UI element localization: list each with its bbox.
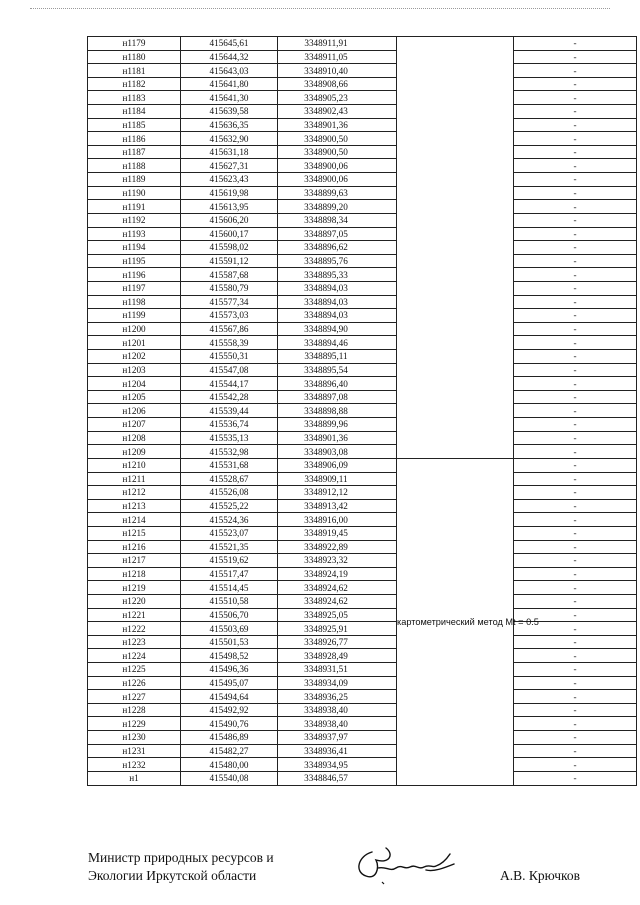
point-name-cell: н1184 [88,105,181,119]
y-coordinate-cell: 3348894,03 [278,309,397,323]
point-name-cell: н1206 [88,404,181,418]
value-cell: - [514,268,637,282]
y-coordinate-cell: 3348903,08 [278,445,397,459]
y-coordinate-cell: 3348936,41 [278,744,397,758]
table-row [88,173,637,187]
x-coordinate-cell: 415544,17 [181,377,278,391]
table-row [88,295,637,309]
value-cell: - [514,254,637,268]
point-name-cell: н1194 [88,241,181,255]
y-coordinate-cell: 3348925,91 [278,622,397,636]
minister-title-line-2: Экологии Иркутской области [88,868,257,883]
table-row [88,91,637,105]
table-row [88,322,637,336]
point-name-cell: н1231 [88,744,181,758]
x-coordinate-cell: 415573,03 [181,309,278,323]
point-name-cell: н1200 [88,322,181,336]
y-coordinate-cell: 3348925,05 [278,608,397,622]
value-cell: - [514,567,637,581]
point-name-cell: н1199 [88,309,181,323]
table-row [88,622,637,636]
table-row [88,132,637,146]
x-coordinate-cell: 415536,74 [181,418,278,432]
x-coordinate-cell: 415627,31 [181,159,278,173]
point-name-cell: н1226 [88,676,181,690]
point-name-cell: н1208 [88,431,181,445]
value-cell: - [514,731,637,745]
point-name-cell: н1215 [88,526,181,540]
table-row [88,105,637,119]
value-cell: - [514,213,637,227]
x-coordinate-cell: 415496,36 [181,663,278,677]
point-name-cell: н1202 [88,350,181,364]
table-row [88,64,637,78]
point-name-cell: н1198 [88,295,181,309]
table-row [88,771,637,785]
y-coordinate-cell: 3348901,36 [278,431,397,445]
point-name-cell: н1183 [88,91,181,105]
y-coordinate-cell: 3348898,88 [278,404,397,418]
x-coordinate-cell: 415558,39 [181,336,278,350]
point-name-cell: н1182 [88,77,181,91]
table-row [88,363,637,377]
y-coordinate-cell: 3348908,66 [278,77,397,91]
value-cell: - [514,105,637,119]
point-name-cell: н1219 [88,581,181,595]
y-coordinate-cell: 3348902,43 [278,105,397,119]
table-row [88,744,637,758]
table-row [88,200,637,214]
value-cell: - [514,472,637,486]
y-coordinate-cell: 3348898,34 [278,213,397,227]
value-cell: - [514,77,637,91]
value-cell: - [514,540,637,554]
value-cell: - [514,37,637,51]
y-coordinate-cell: 3348924,19 [278,567,397,581]
y-coordinate-cell: 3348900,50 [278,145,397,159]
y-coordinate-cell: 3348896,40 [278,377,397,391]
x-coordinate-cell: 415492,92 [181,703,278,717]
value-cell: - [514,200,637,214]
point-name-cell: н1181 [88,64,181,78]
point-name-cell: н1191 [88,200,181,214]
y-coordinate-cell: 3348905,23 [278,91,397,105]
table-row [88,241,637,255]
table-row [88,663,637,677]
point-name-cell: н1197 [88,281,181,295]
x-coordinate-cell: 415494,64 [181,690,278,704]
point-name-cell: н1212 [88,486,181,500]
y-coordinate-cell: 3348895,54 [278,363,397,377]
table-row [88,608,637,622]
table-row [88,77,637,91]
scan-top-edge [30,8,610,11]
point-name-cell: н1222 [88,622,181,636]
y-coordinate-cell: 3348895,33 [278,268,397,282]
y-coordinate-cell: 3348900,06 [278,173,397,187]
point-name-cell: н1205 [88,390,181,404]
y-coordinate-cell: 3348924,62 [278,581,397,595]
y-coordinate-cell: 3348899,96 [278,418,397,432]
value-cell: - [514,554,637,568]
value-cell: - [514,744,637,758]
value-cell: - [514,309,637,323]
point-name-cell: н1192 [88,213,181,227]
y-coordinate-cell: 3348919,45 [278,526,397,540]
value-cell: - [514,241,637,255]
point-name-cell: н1214 [88,513,181,527]
y-coordinate-cell: 3348909,11 [278,472,397,486]
y-coordinate-cell: 3348923,32 [278,554,397,568]
x-coordinate-cell: 415517,47 [181,567,278,581]
table-row [88,554,637,568]
point-name-cell: н1230 [88,731,181,745]
y-coordinate-cell: 3348937,97 [278,731,397,745]
value-cell: - [514,50,637,64]
table-row [88,635,637,649]
signer-name: А.В. Крючков [500,868,580,883]
x-coordinate-cell: 415598,02 [181,241,278,255]
point-name-cell: н1179 [88,37,181,51]
value-cell: - [514,377,637,391]
y-coordinate-cell: 3348931,51 [278,663,397,677]
table-row [88,118,637,132]
table-row [88,281,637,295]
value-cell: - [514,173,637,187]
table-row [88,581,637,595]
point-name-cell: н1223 [88,635,181,649]
method-cell-empty [397,37,514,459]
table-row [88,254,637,268]
x-coordinate-cell: 415514,45 [181,581,278,595]
value-cell: - [514,118,637,132]
y-coordinate-cell: 3348894,90 [278,322,397,336]
value-cell: - [514,690,637,704]
x-coordinate-cell: 415613,95 [181,200,278,214]
table-row [88,445,637,459]
point-name-cell: н1203 [88,363,181,377]
value-cell: - [514,295,637,309]
x-coordinate-cell: 415631,18 [181,145,278,159]
x-coordinate-cell: 415619,98 [181,186,278,200]
value-cell: - [514,91,637,105]
y-coordinate-cell: 3348896,62 [278,241,397,255]
x-coordinate-cell: 415532,98 [181,445,278,459]
x-coordinate-cell: 415567,86 [181,322,278,336]
point-name-cell: н1225 [88,663,181,677]
table-row [88,758,637,772]
table-row [88,472,637,486]
x-coordinate-cell: 415523,07 [181,526,278,540]
value-cell: - [514,418,637,432]
table-row [88,418,637,432]
table-row [88,227,637,241]
point-name-cell: н1186 [88,132,181,146]
value-cell: - [514,526,637,540]
y-coordinate-cell: 3348913,42 [278,499,397,513]
point-name-cell: н1227 [88,690,181,704]
point-name-cell: н1213 [88,499,181,513]
value-cell: - [514,513,637,527]
point-name-cell: н1201 [88,336,181,350]
y-coordinate-cell: 3348912,12 [278,486,397,500]
value-cell: - [514,322,637,336]
table-row [88,540,637,554]
x-coordinate-cell: 415623,43 [181,173,278,187]
value-cell: - [514,404,637,418]
value-cell: - [514,635,637,649]
coordinates-table-body [88,37,637,786]
minister-title-line-1: Министр природных ресурсов и [88,850,274,865]
table-row [88,336,637,350]
y-coordinate-cell: 3348899,63 [278,186,397,200]
y-coordinate-cell: 3348924,62 [278,594,397,608]
x-coordinate-cell: 415539,44 [181,404,278,418]
value-cell: - [514,499,637,513]
y-coordinate-cell: 3348895,11 [278,350,397,364]
coordinates-table [87,36,637,786]
value-cell: - [514,145,637,159]
x-coordinate-cell: 415501,53 [181,635,278,649]
x-coordinate-cell: 415644,32 [181,50,278,64]
y-coordinate-cell: 3348901,36 [278,118,397,132]
point-name-cell: н1196 [88,268,181,282]
x-coordinate-cell: 415480,00 [181,758,278,772]
y-coordinate-cell: 3348911,91 [278,37,397,51]
y-coordinate-cell: 3348916,00 [278,513,397,527]
value-cell: - [514,64,637,78]
x-coordinate-cell: 415580,79 [181,281,278,295]
y-coordinate-cell: 3348934,95 [278,758,397,772]
x-coordinate-cell: 415606,20 [181,213,278,227]
y-coordinate-cell: 3348895,76 [278,254,397,268]
value-cell: - [514,608,637,622]
x-coordinate-cell: 415639,58 [181,105,278,119]
x-coordinate-cell: 415498,52 [181,649,278,663]
table-row [88,703,637,717]
x-coordinate-cell: 415525,22 [181,499,278,513]
y-coordinate-cell: 3348846,57 [278,771,397,785]
y-coordinate-cell: 3348906,09 [278,458,397,472]
table-row [88,50,637,64]
x-coordinate-cell: 415510,58 [181,594,278,608]
x-coordinate-cell: 415519,62 [181,554,278,568]
table-row [88,458,637,472]
x-coordinate-cell: 415495,07 [181,676,278,690]
point-name-cell: н1204 [88,377,181,391]
table-row [88,486,637,500]
table-row [88,513,637,527]
table-row [88,594,637,608]
table-row [88,350,637,364]
point-name-cell: н1180 [88,50,181,64]
point-name-cell: н1210 [88,458,181,472]
y-coordinate-cell: 3348926,77 [278,635,397,649]
point-name-cell: н1228 [88,703,181,717]
point-name-cell: н1 [88,771,181,785]
y-coordinate-cell: 3348938,40 [278,703,397,717]
value-cell: - [514,227,637,241]
table-row [88,731,637,745]
point-name-cell: н1209 [88,445,181,459]
value-cell: - [514,186,637,200]
y-coordinate-cell: 3348936,25 [278,690,397,704]
point-name-cell: н1185 [88,118,181,132]
y-coordinate-cell: 3348928,49 [278,649,397,663]
table-row [88,390,637,404]
x-coordinate-cell: 415486,89 [181,731,278,745]
point-name-cell: н1218 [88,567,181,581]
handwritten-signature [350,838,460,894]
value-cell: - [514,458,637,472]
point-name-cell: н1221 [88,608,181,622]
point-name-cell: н1220 [88,594,181,608]
x-coordinate-cell: 415641,80 [181,77,278,91]
x-coordinate-cell: 415503,69 [181,622,278,636]
value-cell: - [514,132,637,146]
y-coordinate-cell: 3348900,50 [278,132,397,146]
x-coordinate-cell: 415645,61 [181,37,278,51]
table-row [88,309,637,323]
x-coordinate-cell: 415600,17 [181,227,278,241]
x-coordinate-cell: 415506,70 [181,608,278,622]
value-cell: - [514,649,637,663]
y-coordinate-cell: 3348934,09 [278,676,397,690]
table-row [88,145,637,159]
x-coordinate-cell: 415636,35 [181,118,278,132]
minister-title [88,849,274,885]
table-row [88,717,637,731]
point-name-cell: н1224 [88,649,181,663]
point-name-cell: н1216 [88,540,181,554]
point-name-cell: н1190 [88,186,181,200]
table-row [88,159,637,173]
x-coordinate-cell: 415528,67 [181,472,278,486]
y-coordinate-cell: 3348897,05 [278,227,397,241]
point-name-cell: н1189 [88,173,181,187]
y-coordinate-cell: 3348911,05 [278,50,397,64]
value-cell: - [514,281,637,295]
table-row [88,499,637,513]
value-cell: - [514,350,637,364]
point-name-cell: н1232 [88,758,181,772]
point-name-cell: н1211 [88,472,181,486]
value-cell: - [514,771,637,785]
table-row [88,676,637,690]
x-coordinate-cell: 415524,36 [181,513,278,527]
x-coordinate-cell: 415550,31 [181,350,278,364]
x-coordinate-cell: 415526,08 [181,486,278,500]
value-cell: - [514,159,637,173]
value-cell: - [514,663,637,677]
point-name-cell: н1229 [88,717,181,731]
value-cell: - [514,717,637,731]
x-coordinate-cell: 415591,12 [181,254,278,268]
point-name-cell: н1207 [88,418,181,432]
x-coordinate-cell: 415587,68 [181,268,278,282]
table-row [88,268,637,282]
point-name-cell: н1193 [88,227,181,241]
y-coordinate-cell: 3348938,40 [278,717,397,731]
table-row [88,649,637,663]
x-coordinate-cell: 415482,27 [181,744,278,758]
value-cell: - [514,703,637,717]
table-row [88,404,637,418]
x-coordinate-cell: 415643,03 [181,64,278,78]
value-cell: - [514,336,637,350]
value-cell: - [514,445,637,459]
y-coordinate-cell: 3348894,46 [278,336,397,350]
point-name-cell: н1217 [88,554,181,568]
point-name-cell: н1195 [88,254,181,268]
y-coordinate-cell: 3348910,40 [278,64,397,78]
table-row [88,213,637,227]
y-coordinate-cell: 3348899,20 [278,200,397,214]
value-cell: - [514,594,637,608]
point-name-cell: н1187 [88,145,181,159]
table-row [88,690,637,704]
x-coordinate-cell: 415542,28 [181,390,278,404]
value-cell: - [514,486,637,500]
x-coordinate-cell: 415577,34 [181,295,278,309]
table-row [88,37,637,51]
x-coordinate-cell: 415632,90 [181,132,278,146]
table-row [88,567,637,581]
value-cell: - [514,581,637,595]
value-cell: - [514,676,637,690]
table-row [88,526,637,540]
value-cell: - [514,431,637,445]
x-coordinate-cell: 415641,30 [181,91,278,105]
y-coordinate-cell: 3348894,03 [278,295,397,309]
table-row [88,377,637,391]
y-coordinate-cell: 3348900,06 [278,159,397,173]
x-coordinate-cell: 415535,13 [181,431,278,445]
y-coordinate-cell: 3348897,08 [278,390,397,404]
table-row [88,431,637,445]
x-coordinate-cell: 415547,08 [181,363,278,377]
x-coordinate-cell: 415540,08 [181,771,278,785]
y-coordinate-cell: 3348922,89 [278,540,397,554]
point-name-cell: н1188 [88,159,181,173]
value-cell: - [514,390,637,404]
value-cell: - [514,622,637,636]
x-coordinate-cell: 415521,35 [181,540,278,554]
x-coordinate-cell: 415490,76 [181,717,278,731]
y-coordinate-cell: 3348894,03 [278,281,397,295]
value-cell: - [514,758,637,772]
method-cell: картометрический метод Mt = 0.5 [397,458,514,785]
value-cell: - [514,363,637,377]
x-coordinate-cell: 415531,68 [181,458,278,472]
table-row [88,186,637,200]
